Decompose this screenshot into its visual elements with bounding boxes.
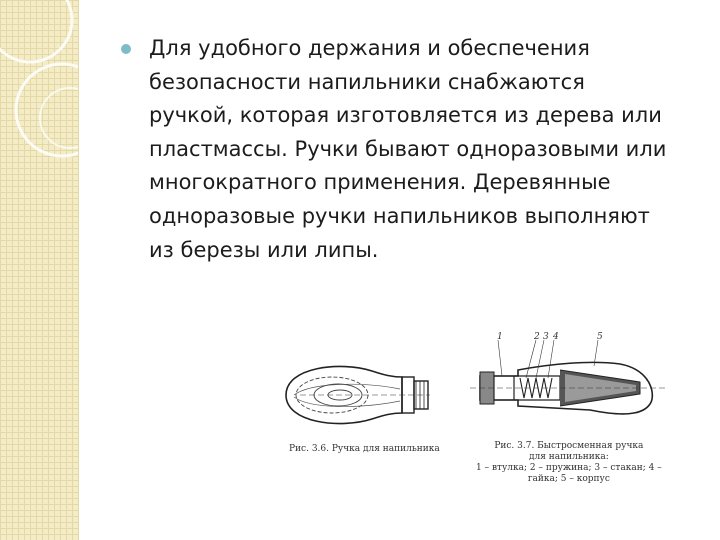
quick-change-handle-drawing <box>470 330 670 435</box>
figure-label-1: 1 <box>497 332 503 342</box>
bullet-point-icon <box>121 44 131 54</box>
decorative-circles <box>0 0 78 540</box>
figure-right-caption-line1: Рис. 3.7. Быстросменная ручка <box>494 441 644 451</box>
figure-label-2: 2 <box>534 332 540 342</box>
figure-left-caption: Рис. 3.6. Ручка для напильника <box>289 444 440 454</box>
decorative-side-band <box>0 0 79 540</box>
file-handle-drawing <box>280 355 440 433</box>
figure-right-caption-line4: гайка; 5 – корпус <box>527 474 610 484</box>
figure-label-4: 4 <box>553 332 559 342</box>
body-paragraph: Для удобного держания и обеспечения безопасности напильники снабжаются ручкой, которая изготовляется из дерева или пластмассы. Ручки бывают одноразовыми или многократного применения. Деревянные одноразовые ручки напильников выполняют из березы или липы. <box>149 36 667 262</box>
figure-right-caption-line2: для напильника: <box>528 452 609 462</box>
figure-right-caption <box>476 441 662 485</box>
figure-label-3: 3 <box>543 332 549 342</box>
figure-label-5: 5 <box>597 332 603 342</box>
figure-right-caption-line3: 1 – втулка; 2 – пружина; 3 – стакан; 4 – <box>476 463 662 473</box>
